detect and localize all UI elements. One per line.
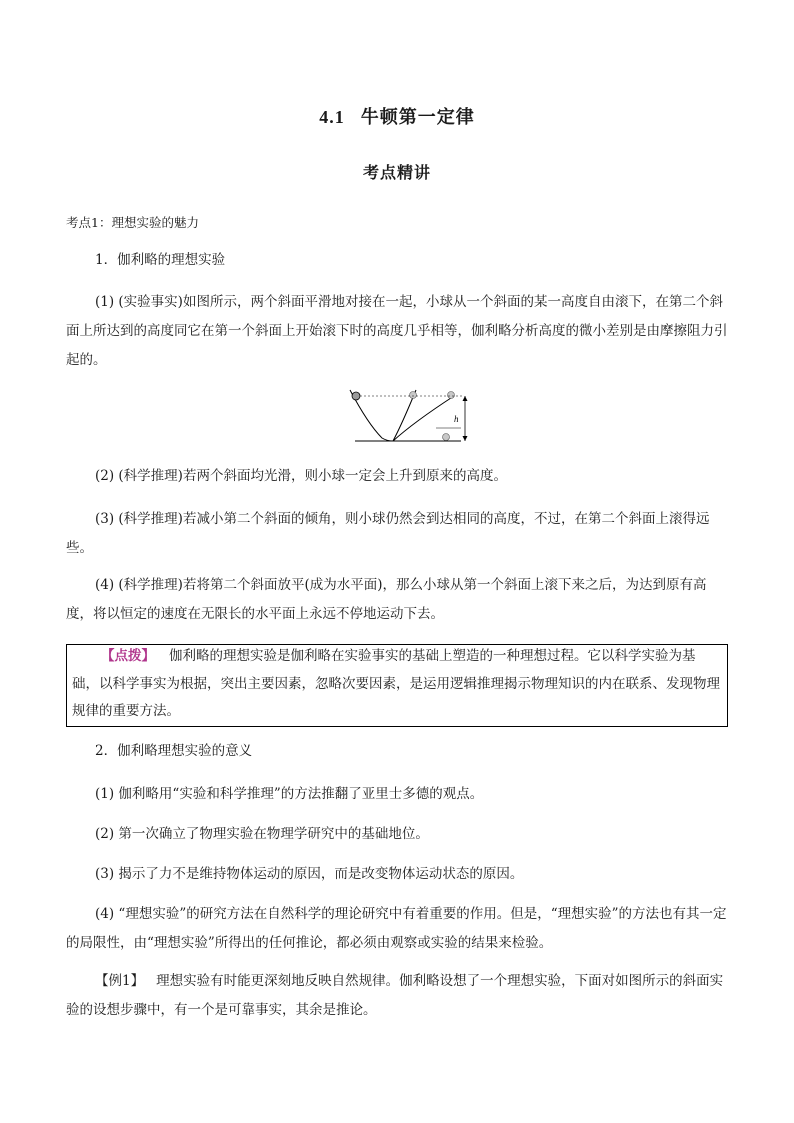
example-1 [66,967,728,1025]
height-label: h [454,414,459,424]
ball-mid [410,392,417,399]
arrow-head-bottom [463,436,468,441]
page-title [0,103,794,129]
meaning-2: (2) 第一次确立了物理实验在物理学研究中的基础地位。 [95,826,429,842]
ball-start [352,392,360,400]
meaning-1: (1) 伽利略用“实验和科学推理”的方法推翻了亚里士多德的观点。 [95,786,484,802]
note-text [72,643,720,726]
ball-far [448,392,455,399]
item-heading-1: 1．伽利略的理想实验 [95,252,226,268]
note-body: 伽利略的理想实验是伽利略在实验事实的基础上塑造的一种理想过程。它以科学实验为基础，以科学事实为根据，突出主要因素，忽略次要因素，是运用逻辑推理揭示物理知识的内在联系、发现物理规律的重要方法。 [72,648,720,719]
example-tag: 【例1】 [95,973,145,989]
paragraph-2: (2) (科学推理)若两个斜面均光滑，则小球一定会上升到原来的高度。 [95,468,507,484]
example-text: 理想实验有时能更深刻地反映自然规律。伽利略设想了一个理想实验，下面对如图所示的斜面实验的设想步骤中，有一个是可靠事实，其余是推论。 [66,973,724,1018]
incline-diagram [340,384,480,446]
section-title: 牛顿第一定律 [360,107,475,128]
arrow-head-top [463,396,468,401]
paragraph-3: (3) (科学推理)若减小第二个斜面的倾角，则小球仍然会到达相同的高度，不过，在第二个斜面上滚得远些。 [66,511,710,556]
topic-heading: 考点1：理想实验的魅力 [66,215,199,230]
ball-ground [443,434,450,441]
note-tag: 【点拨】 [101,648,155,664]
item-heading-2: 2．伽利略理想实验的意义 [95,743,253,759]
meaning-4: (4) “理想实验”的研究方法在自然科学的理论研究中有着重要的作用。但是，“理想实验”的方法也有其一定的局限性，由“理想实验”所得出的任何推论，都必须由观察或实验的结果来检验。 [66,906,727,951]
page-subtitle: 考点精讲 [362,163,431,182]
section-number: 4.1 [319,107,345,127]
paragraph-1: (1) (实验事实)如图所示，两个斜面平滑地对接在一起，小球从一个斜面的某一高度自由滚下，在第二个斜面上所达到的高度同它在第一个斜面上开始滚下时的高度几乎相等，伽利略分析高度的微小差别是由摩擦阻力引起的。 [66,294,728,368]
meaning-3: (3) 揭示了力不是维持物体运动的原因，而是改变物体运动状态的原因。 [95,866,524,882]
paragraph-4: (4) (科学推理)若将第二个斜面放平(成为水平面)，那么小球从第一个斜面上滚下来之后，为达到原有高度，将以恒定的速度在无限长的水平面上永远不停地运动下去。 [66,577,707,622]
